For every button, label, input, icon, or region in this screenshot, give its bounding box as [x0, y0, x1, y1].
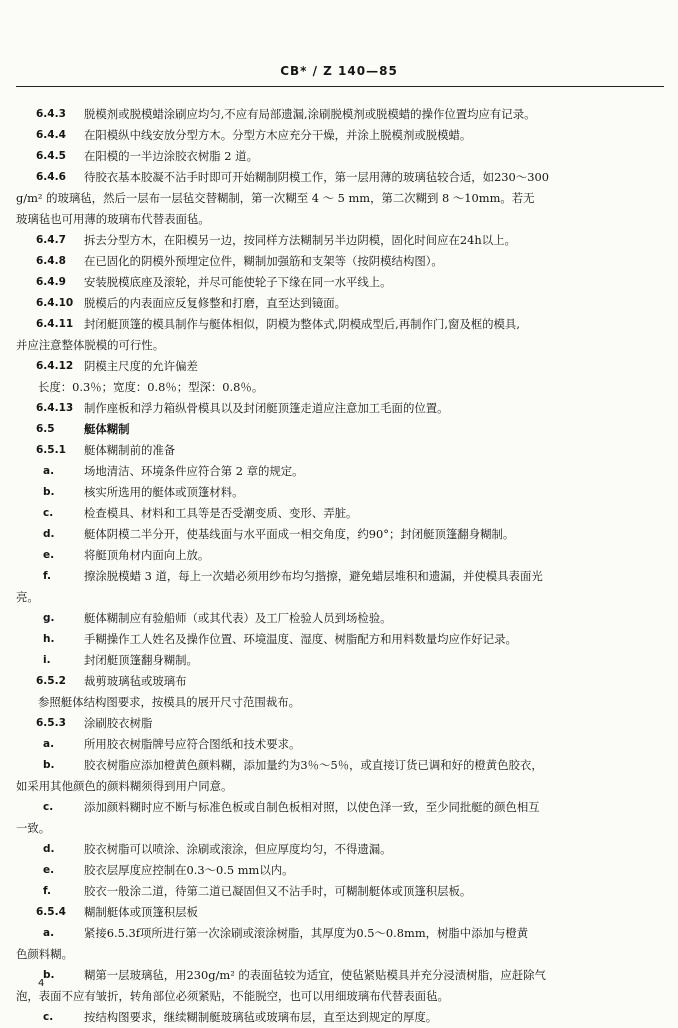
text-line	[16, 818, 664, 839]
line-text: 在已固化的阴模外预埋定位件，糊制加强筋和支架等（按阴模结构图）。	[84, 254, 443, 268]
text-line	[16, 209, 664, 230]
clause-number: 6.5.2	[36, 675, 66, 687]
text-line	[16, 566, 664, 587]
list-marker: b.	[43, 486, 55, 498]
page-number: 4	[38, 978, 45, 989]
clause-number: 6.5.1	[36, 444, 66, 456]
line-text: 脱模剂或脱模蜡涂刷应均匀,不应有局部遗漏,涂刷脱模剂或脱模蜡的操作位置均应有记录。	[84, 107, 536, 121]
text-line	[16, 671, 664, 692]
list-marker: c.	[43, 1011, 54, 1023]
text-line	[16, 776, 664, 797]
list-marker: d.	[43, 843, 55, 855]
text-line	[16, 314, 664, 335]
line-text: 玻璃毡也可用薄的玻璃布代替表面毡。	[16, 212, 210, 226]
line-text: 并应注意整体脱模的可行性。	[16, 338, 165, 352]
list-marker: d.	[43, 528, 55, 540]
line-text: 参照艇体结构图要求，按模具的展开尺寸范围裁布。	[38, 695, 300, 709]
clause-number: 6.4.3	[36, 108, 66, 120]
line-text: 拆去分型方木，在阳模另一边，按同样方法糊制另半边阴模，固化时间应在24h以上。	[84, 233, 516, 247]
list-marker: h.	[43, 633, 55, 645]
line-text: 艇体糊制	[84, 422, 130, 436]
text-line	[16, 293, 664, 314]
line-text: 艇体糊制应有验船师（或其代表）及工厂检验人员到场检验。	[84, 611, 392, 625]
line-text: 如采用其他颜色的颜料糊须得到用户同意。	[16, 779, 233, 793]
text-line	[16, 1007, 664, 1028]
text-line	[16, 125, 664, 146]
line-text: 色颜料糊。	[16, 947, 73, 961]
clause-number: 6.4.10	[36, 297, 74, 309]
clause-number: 6.4.13	[36, 402, 74, 414]
list-marker: b.	[43, 759, 55, 771]
text-line	[16, 944, 664, 965]
list-marker: e.	[43, 549, 55, 561]
text-line	[16, 629, 664, 650]
line-text: 阴模主尺度的允许偏差	[84, 359, 198, 373]
line-text: 在阳模纵中线安放分型方木。分型方木应充分干燥，并涂上脱模剂或脱模蜡。	[84, 128, 472, 142]
text-line	[16, 398, 664, 419]
text-line	[16, 797, 664, 818]
text-line	[16, 608, 664, 629]
clause-number: 6.4.7	[36, 234, 66, 246]
text-line	[16, 272, 664, 293]
line-text: 擦涂脱模蜡 3 道，每上一次蜡必须用纱布均匀揩擦，避免蜡层堆积和遗漏，并使模具表面光	[84, 569, 543, 583]
header-rule	[16, 86, 664, 87]
line-text: 胶衣树脂可以喷涂、涂刷或滚涂，但应厚度均匀，不得遗漏。	[84, 842, 392, 856]
text-line	[16, 167, 664, 188]
line-text: 亮。	[16, 590, 39, 604]
text-line	[16, 881, 664, 902]
line-text: 核实所选用的艇体或顶篷材料。	[84, 485, 244, 499]
line-text: 安装脱模底座及滚轮，并尽可能使轮子下缘在同一水平线上。	[84, 275, 392, 289]
line-text: 制作座板和浮力箱纵骨模具以及封闭艇顶篷走道应注意加工毛面的位置。	[84, 401, 449, 415]
clause-number: 6.4.9	[36, 276, 66, 288]
clause-number: 6.4.6	[36, 171, 66, 183]
text-line	[16, 146, 664, 167]
text-line	[16, 335, 664, 356]
text-line	[16, 587, 664, 608]
line-text: 泡，表面不应有皱折，转角部位必须紧贴，不能脱空，也可以用细玻璃布代替表面毡。	[16, 989, 449, 1003]
line-text: 糊第一层玻璃毡，用230g/m² 的表面毡较为适宜，使毡紧贴模具并充分浸渍树脂，应赶除气	[84, 968, 546, 982]
text-line	[16, 986, 664, 1007]
list-marker: i.	[43, 654, 51, 666]
text-line	[16, 524, 664, 545]
clause-number: 6.5.4	[36, 906, 66, 918]
text-line	[16, 734, 664, 755]
list-marker: e.	[43, 864, 55, 876]
text-line	[16, 440, 664, 461]
line-text: g/m² 的玻璃毡，然后一层布一层毡交替糊制，第一次糊至 4 ～ 5 mm，第二次糊到 8 ～10mm。若无	[16, 191, 535, 205]
line-text: 紧接6.5.3f项所进行第一次涂刷或滚涂树脂，其厚度为0.5～0.8mm，树脂中添加与橙黄	[84, 926, 529, 940]
list-marker: f.	[43, 570, 51, 582]
list-marker: a.	[43, 927, 55, 939]
line-text: 封闭艇顶篷的模具制作与艇体相似，阴模为整体式,阴模成型后,再制作门,窗及框的模具,	[84, 317, 520, 331]
text-line	[16, 692, 664, 713]
document-body	[16, 104, 664, 1028]
line-text: 长度：0.3％；宽度：0.8％；型深：0.8％。	[38, 380, 264, 394]
text-line	[16, 965, 664, 986]
text-line	[16, 356, 664, 377]
clause-number: 6.4.4	[36, 129, 66, 141]
text-line	[16, 377, 664, 398]
line-text: 所用胶衣树脂牌号应符合图纸和技术要求。	[84, 737, 301, 751]
text-line	[16, 251, 664, 272]
text-line	[16, 713, 664, 734]
clause-number: 6.5.3	[36, 717, 66, 729]
line-text: 裁剪玻璃毡或玻璃布	[84, 674, 187, 688]
line-text: 按结构图要求，继续糊制艇玻璃毡或玻璃布层，直至达到规定的厚度。	[84, 1010, 438, 1024]
list-marker: g.	[43, 612, 55, 624]
list-marker: f.	[43, 885, 51, 897]
line-text: 封闭艇顶篷翻身糊制。	[84, 653, 198, 667]
list-marker: c.	[43, 507, 54, 519]
list-marker: c.	[43, 801, 54, 813]
text-line	[16, 461, 664, 482]
text-line	[16, 482, 664, 503]
text-line	[16, 188, 664, 209]
line-text: 手糊操作工人姓名及操作位置、环境温度、湿度、树脂配方和用料数量均应作好记录。	[84, 632, 517, 646]
clause-number: 6.5	[36, 423, 55, 435]
list-marker: a.	[43, 738, 55, 750]
line-text: 添加颜料糊时应不断与标准色板或自制色板相对照，以使色泽一致，至少同批艇的颜色相互	[84, 800, 540, 814]
line-text: 场地清洁、环境条件应符合第 2 章的规定。	[84, 464, 304, 478]
line-text: 检查模具、材料和工具等是否受潮变质、变形、弄脏。	[84, 506, 358, 520]
line-text: 糊制艇体或顶篷积层板	[84, 905, 198, 919]
text-line	[16, 860, 664, 881]
line-text: 胶衣树脂应添加橙黄色颜料糊，添加量约为3％～5％，或直接订货已调和好的橙黄色胶衣，	[84, 758, 543, 772]
text-line	[16, 923, 664, 944]
clause-number: 6.4.8	[36, 255, 66, 267]
list-marker: b.	[43, 969, 55, 981]
line-text: 艇体糊制前的准备	[84, 443, 176, 457]
text-line	[16, 755, 664, 776]
text-line	[16, 902, 664, 923]
page-header: CB* / Z 140—85	[280, 64, 398, 78]
text-line	[16, 545, 664, 566]
line-text: 一致。	[16, 821, 51, 835]
line-text: 涂刷胶衣树脂	[84, 716, 153, 730]
clause-number: 6.4.12	[36, 360, 74, 372]
line-text: 待胶衣基本胶凝不沾手时即可开始糊制阴模工作，第一层用薄的玻璃毡较合适，如230～300	[84, 170, 549, 184]
line-text: 艇体阴模二半分开，使基线面与水平面成一相交角度，约90°；封闭艇顶篷翻身糊制。	[84, 527, 515, 541]
text-line	[16, 230, 664, 251]
line-text: 在阳模的一半边涂胶衣树脂 2 道。	[84, 149, 258, 163]
clause-number: 6.4.11	[36, 318, 74, 330]
line-text: 脱模后的内表面应反复修整和打磨，直至达到镜面。	[84, 296, 346, 310]
line-text: 将艇顶角材内面向上放。	[84, 548, 210, 562]
text-line	[16, 650, 664, 671]
text-line	[16, 419, 664, 440]
line-text: 胶衣一般涂二道，待第二道已凝固但又不沾手时，可糊制艇体或顶篷积层板。	[84, 884, 472, 898]
text-line	[16, 839, 664, 860]
text-line	[16, 104, 664, 125]
list-marker: a.	[43, 465, 55, 477]
line-text: 胶衣层厚度应控制在0.3～0.5 mm以内。	[84, 863, 294, 877]
clause-number: 6.4.5	[36, 150, 66, 162]
text-line	[16, 503, 664, 524]
